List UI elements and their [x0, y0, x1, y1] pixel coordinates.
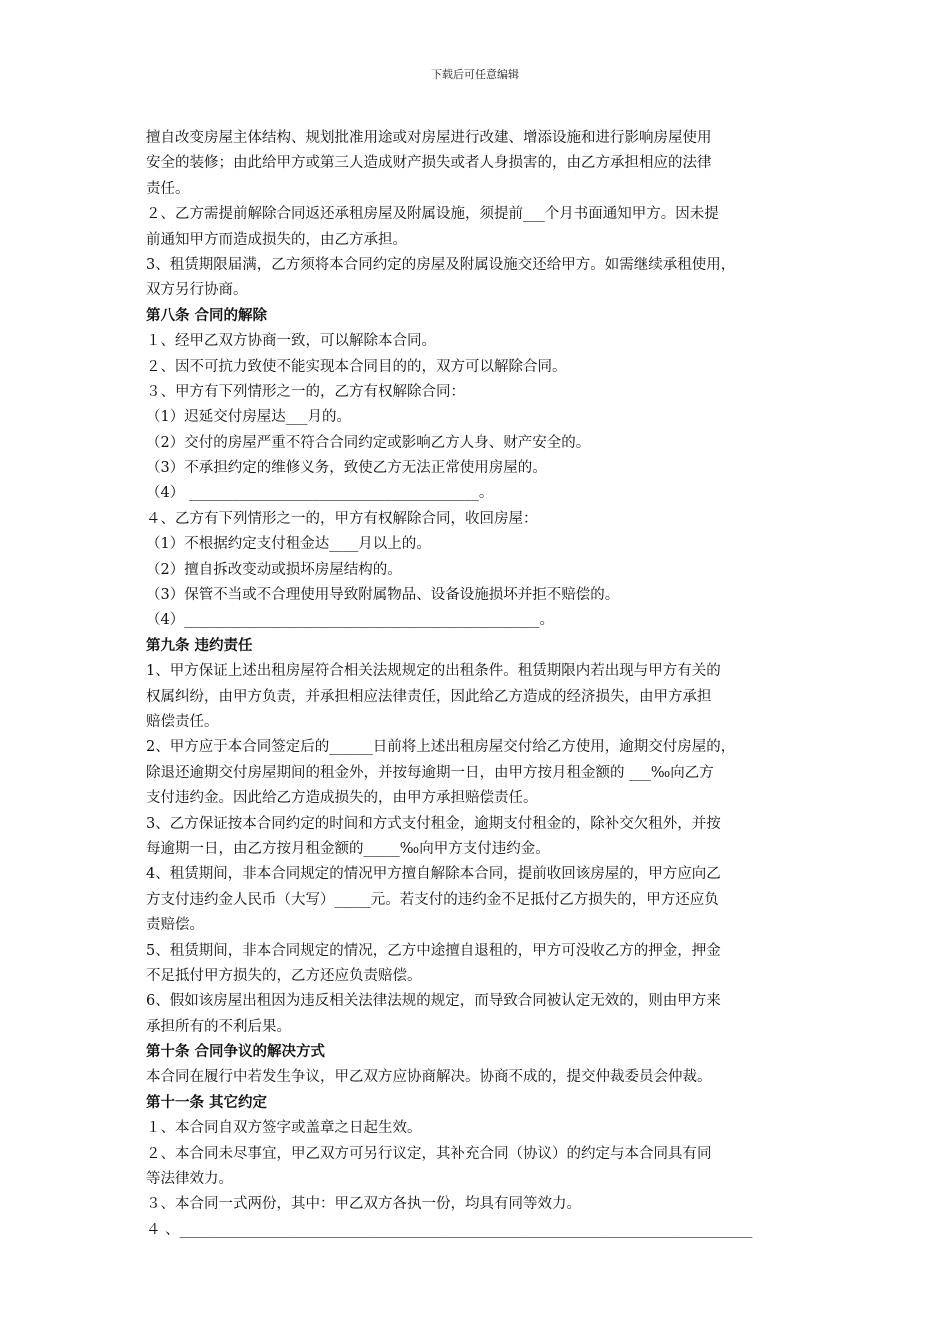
paragraph-line: 5、租赁期间，非本合同规定的情况，乙方中途擅自退租的，甲方可没收乙方的押金，押金 — [146, 942, 721, 959]
paragraph-line: 承担所有的不利后果。 — [146, 1018, 291, 1035]
paragraph-line: ２、本合同未尽事宜，甲乙双方可另行议定，其补充合同（协议）的约定与本合同具有同 — [146, 1145, 712, 1162]
paragraph-line: 擅自改变房屋主体结构、规划批准用途或对房屋进行改建、增添设施和进行影响房屋使用 — [146, 130, 712, 146]
paragraph-line: 3、租赁期限届满，乙方须将本合同约定的房屋及附属设施交还给甲方。如需继续承租使用， — [146, 256, 736, 273]
paragraph-line: （1）迟延交付房屋达___月的。 — [146, 409, 351, 426]
section-heading: 第十一条 其它约定 — [146, 1094, 268, 1111]
paragraph-line: 前通知甲方而造成损失的，由乙方承担。 — [146, 231, 407, 248]
paragraph-line: １、本合同自双方签字或盖章之日起生效。 — [146, 1120, 422, 1137]
section-heading: 第十条 合同争议的解决方式 — [146, 1044, 326, 1061]
paragraph-line: 安全的装修；由此给甲方或第三人造成财产损失或者人身损害的，由乙方承担相应的法律 — [146, 155, 712, 172]
paragraph-line: 双方另行协商。 — [146, 282, 248, 299]
page-header: 下载后可任意编辑 — [431, 68, 519, 81]
paragraph-line: 除退还逾期交付房屋期间的租金外，并按每逾期一日，由甲方按月租金额的 ___‰向乙方 — [146, 764, 714, 781]
paragraph-line: 等法律效力。 — [146, 1171, 233, 1188]
paragraph-line: （2）交付的房屋严重不符合合同约定或影响乙方人身、财产安全的。 — [146, 434, 591, 451]
paragraph-line: ４ 、_______________________________________________________________________________ — [146, 1221, 753, 1238]
paragraph-line: １、经甲乙双方协商一致，可以解除本合同。 — [146, 333, 436, 350]
paragraph-line: 赔偿责任。 — [146, 713, 219, 730]
paragraph-line: 支付违约金。因此给乙方造成损失的，由甲方承担赔偿责任。 — [146, 790, 538, 807]
paragraph-line: 6、假如该房屋出租因为违反相关法律法规的规定，而导致合同被认定无效的，则由甲方来 — [146, 993, 721, 1010]
paragraph-line: 方支付违约金人民币（大写）_____元。若支付的违约金不足抵付乙方损失的，甲方还应负 — [146, 891, 719, 908]
paragraph-line: ３、甲方有下列情形之一的，乙方有权解除合同： — [146, 383, 465, 400]
section-heading: 第九条 违约责任 — [146, 637, 253, 654]
paragraph-line: （3）不承担约定的维修义务，致使乙方无法正常使用房屋的。 — [146, 460, 547, 477]
paragraph-line: 不足抵付甲方损失的，乙方还应负责赔偿。 — [146, 967, 422, 984]
paragraph-line: ３、本合同一式两份，其中：甲乙双方各执一份，均具有同等效力。 — [146, 1196, 581, 1213]
paragraph-line: 4、租赁期间，非本合同规定的情况甲方擅自解除本合同，提前收回该房屋的，甲方应向乙 — [146, 866, 721, 883]
paragraph-line: （2）擅自拆改变动或损坏房屋结构的。 — [146, 561, 402, 578]
paragraph-line: ２、乙方需提前解除合同返还承租房屋及附属设施，须提前___个月书面通知甲方。因未提 — [146, 206, 719, 223]
paragraph-line: 责任。 — [146, 180, 190, 197]
paragraph-line: ２、因不可抗力致使不能实现本合同目的的，双方可以解除合同。 — [146, 358, 567, 375]
paragraph-line: 1、甲方保证上述出租房屋符合相关法规规定的出租条件。租赁期限内若出现与甲方有关的 — [146, 663, 721, 680]
document-body — [146, 126, 816, 1243]
paragraph-line: （4） ________________________________________。 — [146, 485, 494, 502]
paragraph-line: （1）不根据约定支付租金达____月以上的。 — [146, 536, 431, 553]
paragraph-line: （4）_________________________________________________。 — [146, 612, 554, 629]
section-heading: 第八条 合同的解除 — [146, 307, 268, 324]
paragraph-line: 3、乙方保证按本合同约定的时间和方式支付租金，逾期支付租金的，除补交欠租外，并按 — [146, 815, 721, 832]
paragraph-line: （3）保管不当或不合理使用导致附属物品、设备设施损坏并拒不赔偿的。 — [146, 587, 620, 604]
paragraph-line: 责赔偿。 — [146, 917, 204, 934]
paragraph-line: 2、甲方应于本合同签定后的______日前将上述出租房屋交付给乙方使用，逾期交付房屋的， — [146, 739, 736, 756]
paragraph-line: 本合同在履行中若发生争议，甲乙双方应协商解决。协商不成的，提交仲裁委员会仲裁。 — [146, 1069, 712, 1086]
paragraph-line: ４、乙方有下列情形之一的，甲方有权解除合同，收回房屋： — [146, 510, 538, 527]
paragraph-line: 每逾期一日，由乙方按月租金额的_____‰向甲方支付违约金。 — [146, 840, 550, 857]
paragraph-line: 权属纠纷，由甲方负责，并承担相应法律责任，因此给乙方造成的经济损失，由甲方承担 — [146, 688, 712, 705]
